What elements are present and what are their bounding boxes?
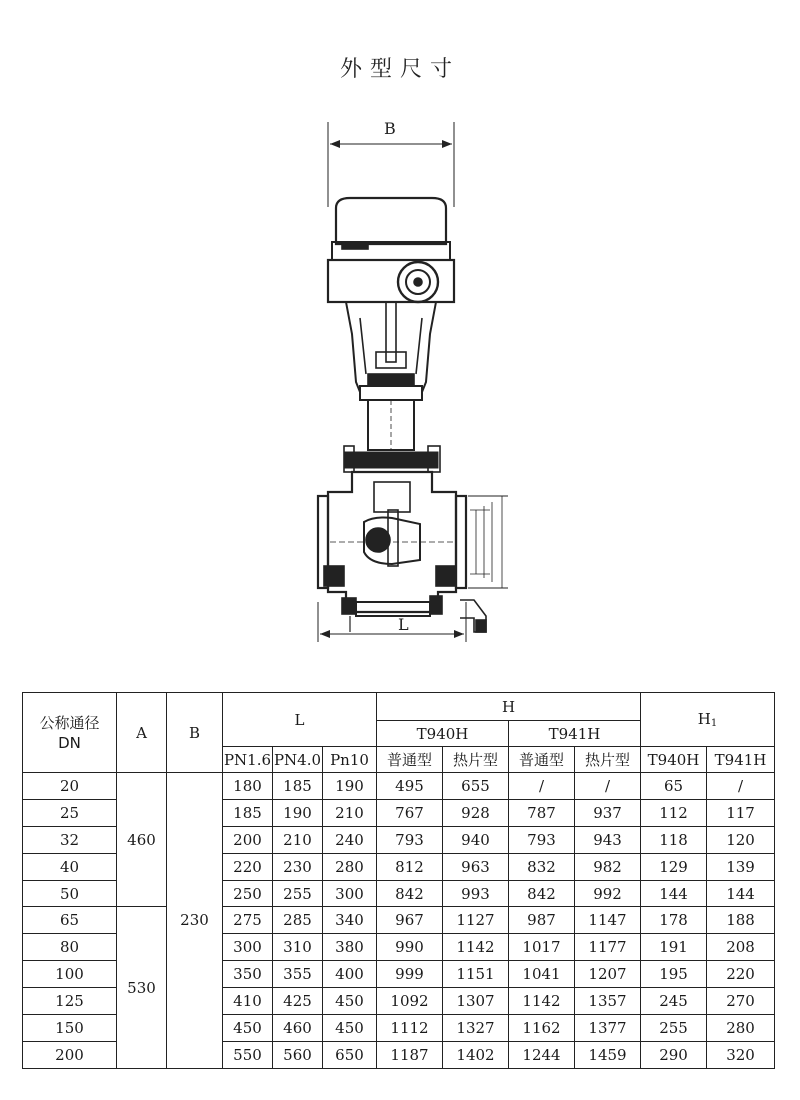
- table-cell: 380: [323, 934, 377, 961]
- header-t940h-normal: 普通型: [377, 747, 443, 773]
- dn-cell: 50: [23, 880, 117, 907]
- dn-cell: 32: [23, 826, 117, 853]
- table-cell: /: [509, 773, 575, 800]
- table-row: [23, 907, 775, 934]
- table-cell: 250: [223, 880, 273, 907]
- header-h1-t941h: T941H: [707, 747, 775, 773]
- table-cell: 220: [223, 853, 273, 880]
- dn-cell: 200: [23, 1041, 117, 1068]
- header-pn40: PN4.0: [273, 747, 323, 773]
- dn-cell: 125: [23, 988, 117, 1015]
- table-cell: 1092: [377, 988, 443, 1015]
- table-cell: 1017: [509, 934, 575, 961]
- table-cell: 450: [323, 1015, 377, 1042]
- table-cell: 117: [707, 799, 775, 826]
- table-cell: 180: [223, 773, 273, 800]
- header-t940h-fin: 热片型: [443, 747, 509, 773]
- table-cell: 300: [223, 934, 273, 961]
- table-cell: 1207: [575, 961, 641, 988]
- table-cell: 350: [223, 961, 273, 988]
- table-cell: 967: [377, 907, 443, 934]
- table-cell: 285: [273, 907, 323, 934]
- a-cell-group2: 530: [117, 907, 167, 1068]
- table-row: [23, 773, 775, 800]
- table-cell: 400: [323, 961, 377, 988]
- table-cell: 1357: [575, 988, 641, 1015]
- table-cell: 842: [509, 880, 575, 907]
- table-cell: 320: [707, 1041, 775, 1068]
- table-cell: 129: [641, 853, 707, 880]
- table-cell: 937: [575, 799, 641, 826]
- a-cell-group1: 460: [117, 773, 167, 907]
- header-h: H: [377, 693, 641, 721]
- table-cell: 270: [707, 988, 775, 1015]
- b-cell: 230: [167, 773, 223, 1069]
- table-cell: 999: [377, 961, 443, 988]
- table-cell: 112: [641, 799, 707, 826]
- table-cell: 1307: [443, 988, 509, 1015]
- table-cell: 963: [443, 853, 509, 880]
- table-cell: 178: [641, 907, 707, 934]
- table-cell: 208: [707, 934, 775, 961]
- table-cell: 982: [575, 853, 641, 880]
- table-cell: 144: [707, 880, 775, 907]
- table-cell: 1187: [377, 1041, 443, 1068]
- dn-cell: 150: [23, 1015, 117, 1042]
- header-dn: [23, 693, 117, 773]
- table-cell: 240: [323, 826, 377, 853]
- table-cell: 188: [707, 907, 775, 934]
- table-cell: 355: [273, 961, 323, 988]
- header-h-t940h: T940H: [377, 721, 509, 747]
- valve-diagram-svg: [290, 112, 550, 652]
- table-cell: 200: [223, 826, 273, 853]
- table-cell: 230: [273, 853, 323, 880]
- header-h1-t940h: T940H: [641, 747, 707, 773]
- table-cell: 1142: [443, 934, 509, 961]
- table-cell: 340: [323, 907, 377, 934]
- table-cell: 185: [273, 773, 323, 800]
- table-cell: 832: [509, 853, 575, 880]
- table-cell: 812: [377, 853, 443, 880]
- dn-cell: 20: [23, 773, 117, 800]
- table-cell: 1162: [509, 1015, 575, 1042]
- table-cell: 275: [223, 907, 273, 934]
- dn-cell: 65: [23, 907, 117, 934]
- dimension-b-label: B: [384, 119, 396, 138]
- table-cell: 210: [323, 799, 377, 826]
- header-l: L: [223, 693, 377, 747]
- table-cell: 987: [509, 907, 575, 934]
- table-cell: 460: [273, 1015, 323, 1042]
- table-cell: 190: [273, 799, 323, 826]
- table-cell: 410: [223, 988, 273, 1015]
- table-cell: 220: [707, 961, 775, 988]
- header-h1-sub: 1: [710, 718, 718, 729]
- dimension-l-label: L: [398, 615, 409, 634]
- table-cell: 280: [707, 1015, 775, 1042]
- page-title: 外型尺寸: [339, 57, 460, 82]
- table-cell: 943: [575, 826, 641, 853]
- table-cell: 65: [641, 773, 707, 800]
- table-cell: 1377: [575, 1015, 641, 1042]
- table-cell: 1459: [575, 1041, 641, 1068]
- table-cell: 255: [641, 1015, 707, 1042]
- table-cell: 550: [223, 1041, 273, 1068]
- table-cell: 1327: [443, 1015, 509, 1042]
- table-cell: 190: [323, 773, 377, 800]
- header-pn16: PN1.6: [223, 747, 273, 773]
- table-cell: 191: [641, 934, 707, 961]
- table-cell: 1147: [575, 907, 641, 934]
- table-cell: 1041: [509, 961, 575, 988]
- table-cell: 280: [323, 853, 377, 880]
- header-t941h-normal: 普通型: [509, 747, 575, 773]
- table-cell: 290: [641, 1041, 707, 1068]
- table-cell: 210: [273, 826, 323, 853]
- table-cell: 793: [509, 826, 575, 853]
- header-pn10: Pn10: [323, 747, 377, 773]
- valve-drawing: [290, 112, 550, 652]
- dn-cell: 25: [23, 799, 117, 826]
- table-cell: 993: [443, 880, 509, 907]
- table-cell: 120: [707, 826, 775, 853]
- table-cell: 255: [273, 880, 323, 907]
- dn-cell: 80: [23, 934, 117, 961]
- table-cell: 195: [641, 961, 707, 988]
- table-cell: /: [575, 773, 641, 800]
- table-cell: 1127: [443, 907, 509, 934]
- table-cell: 793: [377, 826, 443, 853]
- header-a: A: [117, 693, 167, 773]
- table-cell: 990: [377, 934, 443, 961]
- table-cell: 1151: [443, 961, 509, 988]
- table-cell: 650: [323, 1041, 377, 1068]
- table-cell: 144: [641, 880, 707, 907]
- header-t941h-fin: 热片型: [575, 747, 641, 773]
- table-cell: 1402: [443, 1041, 509, 1068]
- header-b: B: [167, 693, 223, 773]
- table-cell: 842: [377, 880, 443, 907]
- table-cell: 495: [377, 773, 443, 800]
- header-dn-line1: 公称通径: [39, 713, 100, 732]
- table-cell: 245: [641, 988, 707, 1015]
- table-cell: 300: [323, 880, 377, 907]
- table-cell: 425: [273, 988, 323, 1015]
- table-cell: 787: [509, 799, 575, 826]
- table-cell: 560: [273, 1041, 323, 1068]
- table-cell: 185: [223, 799, 273, 826]
- table-cell: 655: [443, 773, 509, 800]
- header-dn-line2: DN: [58, 733, 81, 752]
- table-cell: 928: [443, 799, 509, 826]
- header-h1-main: H: [697, 710, 711, 728]
- header-h1: [641, 693, 775, 747]
- table-cell: 940: [443, 826, 509, 853]
- table-cell: 1177: [575, 934, 641, 961]
- table-cell: /: [707, 773, 775, 800]
- table-cell: 1244: [509, 1041, 575, 1068]
- table-cell: 767: [377, 799, 443, 826]
- dn-cell: 100: [23, 961, 117, 988]
- dn-cell: 40: [23, 853, 117, 880]
- table-cell: 1142: [509, 988, 575, 1015]
- dimension-table: [22, 692, 775, 1069]
- table-cell: 992: [575, 880, 641, 907]
- table-cell: 118: [641, 826, 707, 853]
- table-cell: 1112: [377, 1015, 443, 1042]
- table-cell: 450: [223, 1015, 273, 1042]
- table-cell: 139: [707, 853, 775, 880]
- table-cell: 450: [323, 988, 377, 1015]
- table-cell: 310: [273, 934, 323, 961]
- header-h-t941h: T941H: [509, 721, 641, 747]
